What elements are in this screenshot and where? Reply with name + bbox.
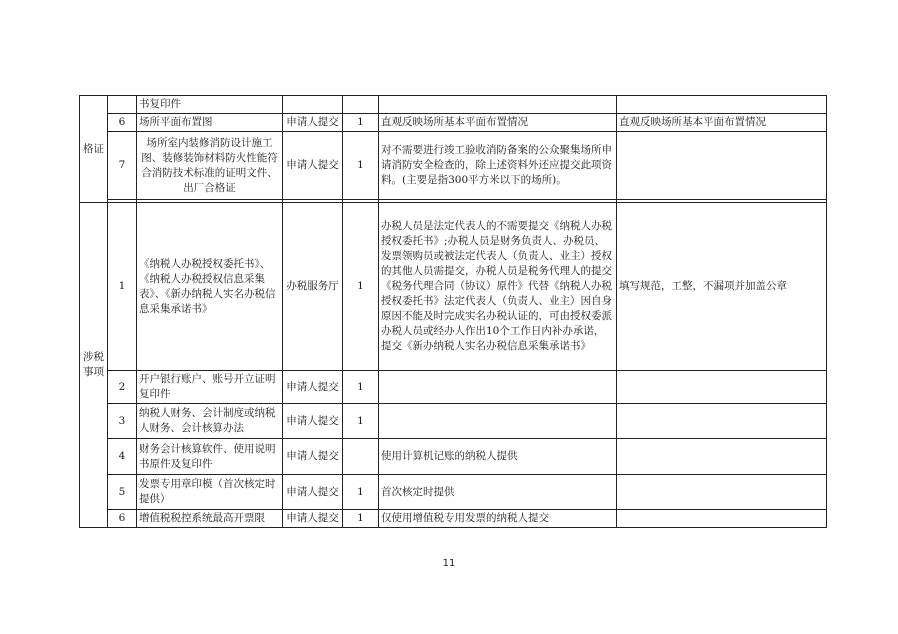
table-row <box>80 475 827 510</box>
count-cell <box>343 439 379 475</box>
count-cell: 1 <box>343 404 379 439</box>
provider-cell: 申请人提交 <box>283 371 343 404</box>
no-cell: 7 <box>108 132 137 200</box>
material-cell: 增值税税控系统最高开票限 <box>137 510 283 528</box>
requirement-cell <box>617 475 827 510</box>
count-cell: 1 <box>343 371 379 404</box>
note-cell: 直观反映场所基本平面布置情况 <box>379 114 617 132</box>
requirement-cell <box>617 404 827 439</box>
no-cell: 5 <box>108 475 137 510</box>
category-tax <box>80 203 108 528</box>
table-row <box>80 114 827 132</box>
requirement-cell <box>617 510 827 528</box>
table-row <box>80 439 827 475</box>
provider-cell: 申请人提交 <box>283 439 343 475</box>
material-cell: 场所平面布置图 <box>137 114 283 132</box>
no-cell: 3 <box>108 404 137 439</box>
material-cell: 开户银行账户、账号开立证明复印件 <box>137 371 283 404</box>
material-cell: 书复印件 <box>137 96 283 114</box>
provider-cell: 申请人提交 <box>283 475 343 510</box>
note-cell <box>379 371 617 404</box>
count-cell: 1 <box>343 132 379 200</box>
category-tax-line2: 事项 <box>83 366 104 378</box>
provider-cell: 申请人提交 <box>283 510 343 528</box>
count-cell: 1 <box>343 203 379 371</box>
requirement-cell <box>617 371 827 404</box>
requirement-cell: 填写规范，工整，不漏项并加盖公章 <box>617 203 827 371</box>
requirement-cell <box>617 439 827 475</box>
no-cell: 6 <box>108 510 137 528</box>
note-cell: 对不需要进行竣工验收消防备案的公众聚集场所申请消防安全检查的，除上述资料外还应提交此项资料。(主要是指300平方米以下的场所)。 <box>379 132 617 200</box>
note-cell <box>379 404 617 439</box>
note-cell: 首次核定时提供 <box>379 475 617 510</box>
category-tax-line1: 涉税 <box>83 351 104 363</box>
requirement-cell <box>617 132 827 200</box>
materials-table <box>79 95 827 528</box>
no-cell <box>108 96 137 114</box>
material-cell: 发票专用章印模（首次核定时提供） <box>137 475 283 510</box>
table-row <box>80 96 827 114</box>
no-cell: 6 <box>108 114 137 132</box>
requirement-cell: 直观反映场所基本平面布置情况 <box>617 114 827 132</box>
note-cell: 办税人员是法定代表人的不需要提交《纳税人办税授权委托书》;办税人员是财务负责人、办税员、发票领购员或被法定代表人（负责人、业主）授权的其他人员需提交，办税人员是税务代理人的提交《税务代理合同（协议）原件》代替《纳税人办税授权委托书》法定代表人（负责人、业主）因自身原因不能及时完成实名办税认证的，可由授权委派办税人员或经办人作出10个工作日内补办承诺，提交《新办纳税人实名办税信息采集承诺书》 <box>379 203 617 371</box>
table-row <box>80 203 827 371</box>
material-cell: 场所室内装修消防设计施工图、装修装饰材料防火性能符合消防技术标准的证明文件、出厂合格证 <box>137 132 283 200</box>
table-row <box>80 510 827 528</box>
provider-cell: 申请人提交 <box>283 132 343 200</box>
no-cell: 4 <box>108 439 137 475</box>
no-cell: 2 <box>108 371 137 404</box>
table-row <box>80 404 827 439</box>
material-cell: 《纳税人办税授权委托书》、《纳税人办税授权信息采集表》、《新办纳税人实名办税信息采集承诺书》 <box>137 203 283 371</box>
provider-cell: 申请人提交 <box>283 114 343 132</box>
count-cell: 1 <box>343 114 379 132</box>
material-cell: 纳税人财务、会计制度或纳税人财务、会计核算办法 <box>137 404 283 439</box>
category-cert: 格证 <box>80 96 108 203</box>
provider-cell: 申请人提交 <box>283 404 343 439</box>
note-cell: 使用计算机记账的纳税人提供 <box>379 439 617 475</box>
no-cell: 1 <box>108 203 137 371</box>
note-cell: 仅使用增值税专用发票的纳税人提交 <box>379 510 617 528</box>
table-row <box>80 371 827 404</box>
count-cell: 1 <box>343 510 379 528</box>
table-row <box>80 132 827 200</box>
provider-cell: 办税服务厅 <box>283 203 343 371</box>
material-cell: 财务会计核算软件、使用说明书原件及复印件 <box>137 439 283 475</box>
count-cell: 1 <box>343 475 379 510</box>
page-number: 11 <box>442 558 456 569</box>
